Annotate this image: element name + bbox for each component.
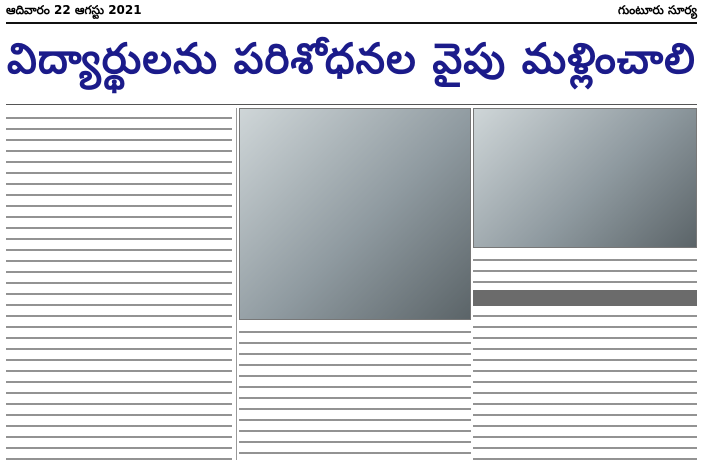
edition-name: గుంటూరు సూర్య	[617, 2, 697, 17]
masthead-rule	[6, 22, 697, 24]
event-photo-dignitaries	[473, 108, 697, 248]
date-line: ఆదివారం 22 ఆగస్టు 2021	[6, 2, 142, 17]
left-column-body	[6, 112, 232, 460]
right-column-body-bottom	[473, 310, 697, 460]
right-column-subhead	[473, 290, 697, 306]
headline: విద్యార్థులను పరిశోధనల వైపు మళ్లించాలి	[7, 34, 696, 83]
right-column-body-top	[473, 254, 697, 286]
masthead	[0, 0, 703, 22]
middle-column-body	[239, 326, 471, 460]
column-rule	[236, 108, 237, 460]
headline-rule	[6, 104, 697, 105]
event-photo-speaker	[239, 108, 471, 320]
